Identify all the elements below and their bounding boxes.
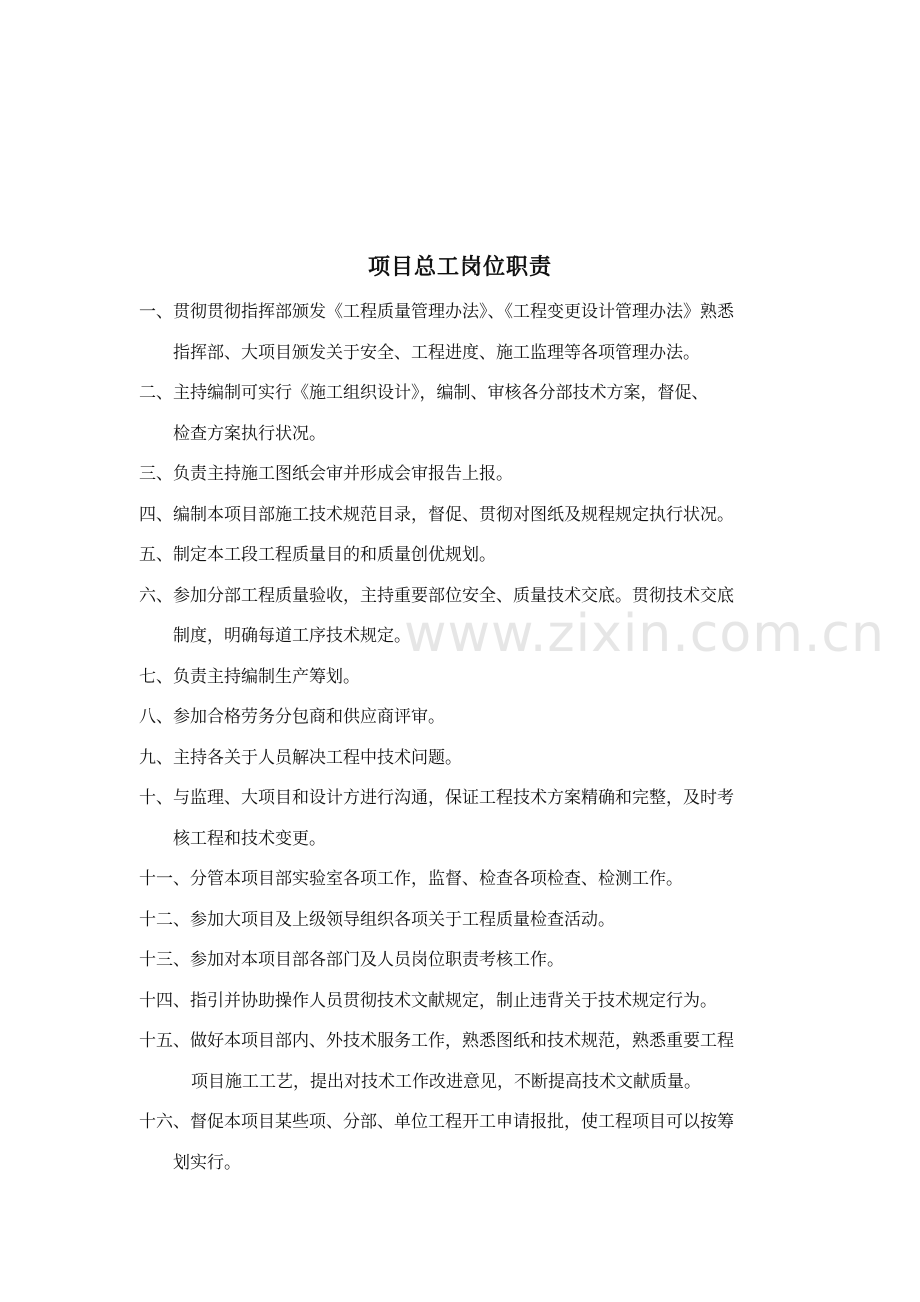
duty-item-11 (139, 859, 784, 900)
duty-item-2 (139, 373, 784, 454)
duty-line: 一、贯彻贯彻指挥部颁发《工程质量管理办法》、《工程变更设计管理办法》熟悉 (139, 302, 734, 322)
duty-item-4 (139, 495, 784, 536)
duty-line: 十六、督促本项目某些项、分部、单位工程开工申请报批，使工程项目可以按筹 (139, 1112, 734, 1132)
duty-line: 检查方案执行状况。 (173, 423, 326, 444)
duty-item-16 (139, 1102, 784, 1183)
duty-line: 十五、做好本项目部内、外技术服务工作，熟悉图纸和技术规范，熟悉重要工程 (139, 1031, 734, 1051)
duty-item-1 (139, 292, 784, 373)
duty-line: 十、与监理、大项目和设计方进行沟通，保证工程技术方案精确和完整，及时考 (139, 788, 734, 808)
duty-line: 三、负责主持施工图纸会审并形成会审报告上报。 (139, 464, 513, 484)
duty-line: 项目施工工艺，提出对技术工作改进意见，不断提高技术文献质量。 (191, 1071, 701, 1092)
duty-line: 二、主持编制可实行《施工组织设计》，编制、审核各分部技术方案，督促、 (139, 383, 709, 403)
duty-line: 四、编制本项目部施工技术规范目录，督促、贯彻对图纸及规程规定执行状况。 (139, 504, 734, 525)
duty-item-5 (139, 535, 784, 576)
duty-line: 指挥部、大项目颁发关于安全、工程进度、施工监理等各项管理办法。 (173, 342, 700, 363)
duty-item-14 (139, 981, 784, 1022)
duty-line: 十三、参加对本项目部各部门及人员岗位职责考核工作。 (139, 950, 564, 970)
page-title: 项目总工岗位职责 (367, 255, 552, 280)
duty-item-12 (139, 900, 784, 941)
duty-line: 八、参加合格劳务分包商和供应商评审。 (139, 707, 445, 727)
duty-item-6 (139, 576, 784, 657)
duty-item-13 (139, 940, 784, 981)
duty-item-3 (139, 454, 784, 495)
watermark: www.zixin.com.cn (404, 604, 885, 664)
duty-line: 十一、分管本项目部实验室各项工作，监督、检查各项检查、检测工作。 (139, 869, 683, 889)
duty-line: 制度，明确每道工序技术规定。 (173, 626, 411, 646)
duty-item-10 (139, 778, 784, 859)
duty-item-9 (139, 738, 784, 779)
duty-line: 七、负责主持编制生产筹划。 (139, 666, 360, 687)
duty-line: 五、制定本工段工程质量目的和质量创优规划。 (139, 545, 496, 565)
duty-line: 核工程和技术变更。 (173, 828, 326, 849)
duty-item-8 (139, 697, 784, 738)
duty-line: 十二、参加大项目及上级领导组织各项关于工程质量检查活动。 (139, 909, 615, 930)
duty-item-7 (139, 657, 784, 698)
duty-line: 划实行。 (173, 1152, 241, 1173)
duty-item-15 (139, 1021, 784, 1102)
duty-line: 六、参加分部工程质量验收，主持重要部位安全、质量技术交底。贯彻技术交底 (139, 585, 734, 606)
duty-line: 九、主持各关于人员解决工程中技术问题。 (139, 747, 462, 768)
duty-line: 十四、指引并协助操作人员贯彻技术文献规定，制止违背关于技术规定行为。 (139, 990, 717, 1011)
duty-list (139, 292, 784, 1183)
